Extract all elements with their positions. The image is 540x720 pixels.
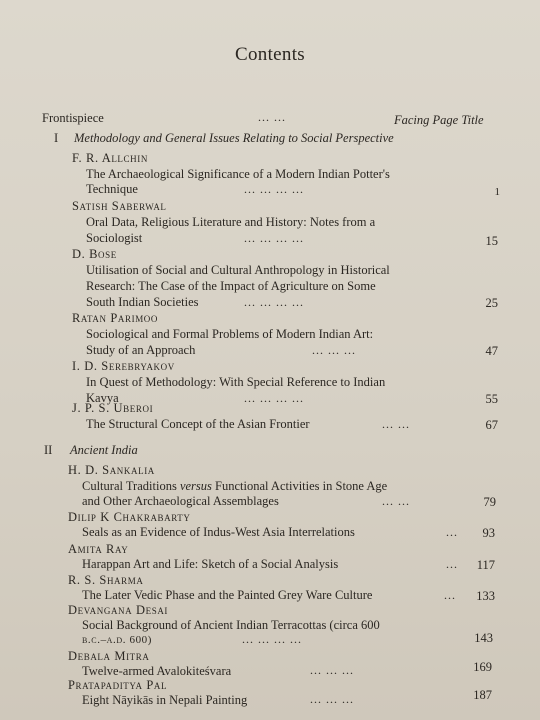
entry-title-line: In Quest of Methodology: With Special Reference to Indian — [86, 375, 386, 389]
section-title: Methodology and General Issues Relating to Social Perspective — [74, 131, 394, 145]
leader-dots: ... ... ... — [310, 692, 354, 706]
entry-author: H. D. Sankalia — [68, 463, 155, 477]
entry-title-line: Technique — [86, 182, 138, 196]
entry-title-line: Harappan Art and Life: Sketch of a Social Analysis — [82, 557, 339, 571]
entry-title-line: Study of an Approach — [86, 343, 196, 357]
leader-dots: ... — [446, 557, 458, 571]
leader-dots: ... ... ... ... — [244, 231, 304, 245]
entry-title-line: Kavya — [86, 391, 119, 405]
entry-author: F. R. Allchin — [72, 151, 148, 165]
leader-dots: ... ... — [382, 494, 410, 508]
section-number: I — [54, 131, 59, 145]
page-number: 143 — [474, 631, 493, 645]
entry-author: Amita Ray — [68, 542, 129, 556]
leader-dots: ... ... ... ... — [244, 182, 304, 196]
entry-author: Devangana Desai — [68, 603, 169, 617]
page-number: 47 — [485, 344, 498, 358]
leader-dots: ... ... ... — [312, 343, 356, 357]
entry-title-line: The Structural Concept of the Asian Frontier — [86, 417, 310, 431]
entry-title-line: Utilisation of Social and Cultural Anthropology in Historical — [86, 263, 390, 277]
title-part: Cultural Traditions — [82, 479, 180, 493]
entry-author: R. S. Sharma — [68, 573, 144, 587]
entry-title-line: Sociologist — [86, 231, 143, 245]
entry-title-line — [82, 478, 387, 494]
frontispiece-page: Facing Page Title — [394, 113, 484, 127]
entry-author: Dilip K Chakrabarty — [68, 510, 191, 524]
entry-author: J. P. S. Uberoi — [72, 401, 154, 415]
leader-dots: ... ... ... ... — [244, 391, 304, 405]
page-number: 79 — [483, 495, 496, 509]
page-title: Contents — [235, 44, 305, 65]
frontispiece-label: Frontispiece — [42, 111, 104, 125]
frontispiece-dots: ... ... — [258, 110, 286, 124]
entry-title-line: South Indian Societies — [86, 295, 199, 309]
entry-title-line: b.c.–a.d. 600) — [82, 634, 153, 646]
leader-dots: ... — [446, 525, 458, 539]
entry-title-line: Sociological and Formal Problems of Modern Indian Art: — [86, 327, 374, 341]
section-title: Ancient India — [70, 443, 138, 457]
entry-title-line: Twelve-armed Avalokiteśvara — [82, 664, 232, 678]
page-number: 187 — [473, 688, 492, 702]
page-number: 133 — [476, 589, 495, 603]
entry-author: Ratan Parimoo — [72, 311, 158, 325]
entry-title-line: Oral Data, Religious Literature and History: Notes from a — [86, 215, 376, 229]
entry-title-line: Seals as an Evidence of Indus-West Asia Interrelations — [82, 525, 355, 539]
section-number: II — [44, 443, 53, 457]
page-number: 93 — [482, 526, 495, 540]
entry-title-line: The Later Vedic Phase and the Painted Grey Ware Culture — [82, 588, 373, 602]
entry-author: Satish Saberwal — [72, 199, 167, 213]
entry-title-line: The Archaeological Significance of a Modern Indian Potter's — [86, 167, 390, 181]
title-part: Functional Activities in Stone Age — [211, 479, 388, 493]
leader-dots: ... ... ... — [310, 663, 354, 677]
leader-dots: ... ... ... ... — [244, 295, 304, 309]
entry-title-line: Social Background of Ancient Indian Terracottas (circa 600 — [82, 618, 380, 632]
page-number: 25 — [485, 296, 498, 310]
title-italic-part: versus — [179, 479, 212, 493]
page-number: 67 — [485, 418, 498, 432]
entry-title-line: Research: The Case of the Impact of Agriculture on Some — [86, 279, 376, 293]
entry-title-line: and Other Archaeological Assemblages — [82, 494, 279, 508]
page-number: 169 — [473, 660, 492, 674]
page-number: 117 — [476, 558, 495, 572]
entry-author: I. D. Serebryakov — [72, 359, 175, 373]
leader-dots: ... — [444, 588, 456, 602]
entry-title-line: Eight Nāyikās in Nepali Painting — [82, 693, 248, 707]
page-number: 55 — [485, 392, 498, 406]
entry-author: Debala Mitra — [68, 649, 150, 663]
leader-dots: ... ... — [382, 417, 410, 431]
page-number: 1 — [494, 186, 500, 198]
entry-author: D. Bose — [72, 247, 117, 261]
page-number: 15 — [485, 234, 498, 248]
leader-dots: ... ... ... ... — [242, 632, 302, 646]
entry-author: Pratapaditya Pal — [68, 678, 168, 692]
